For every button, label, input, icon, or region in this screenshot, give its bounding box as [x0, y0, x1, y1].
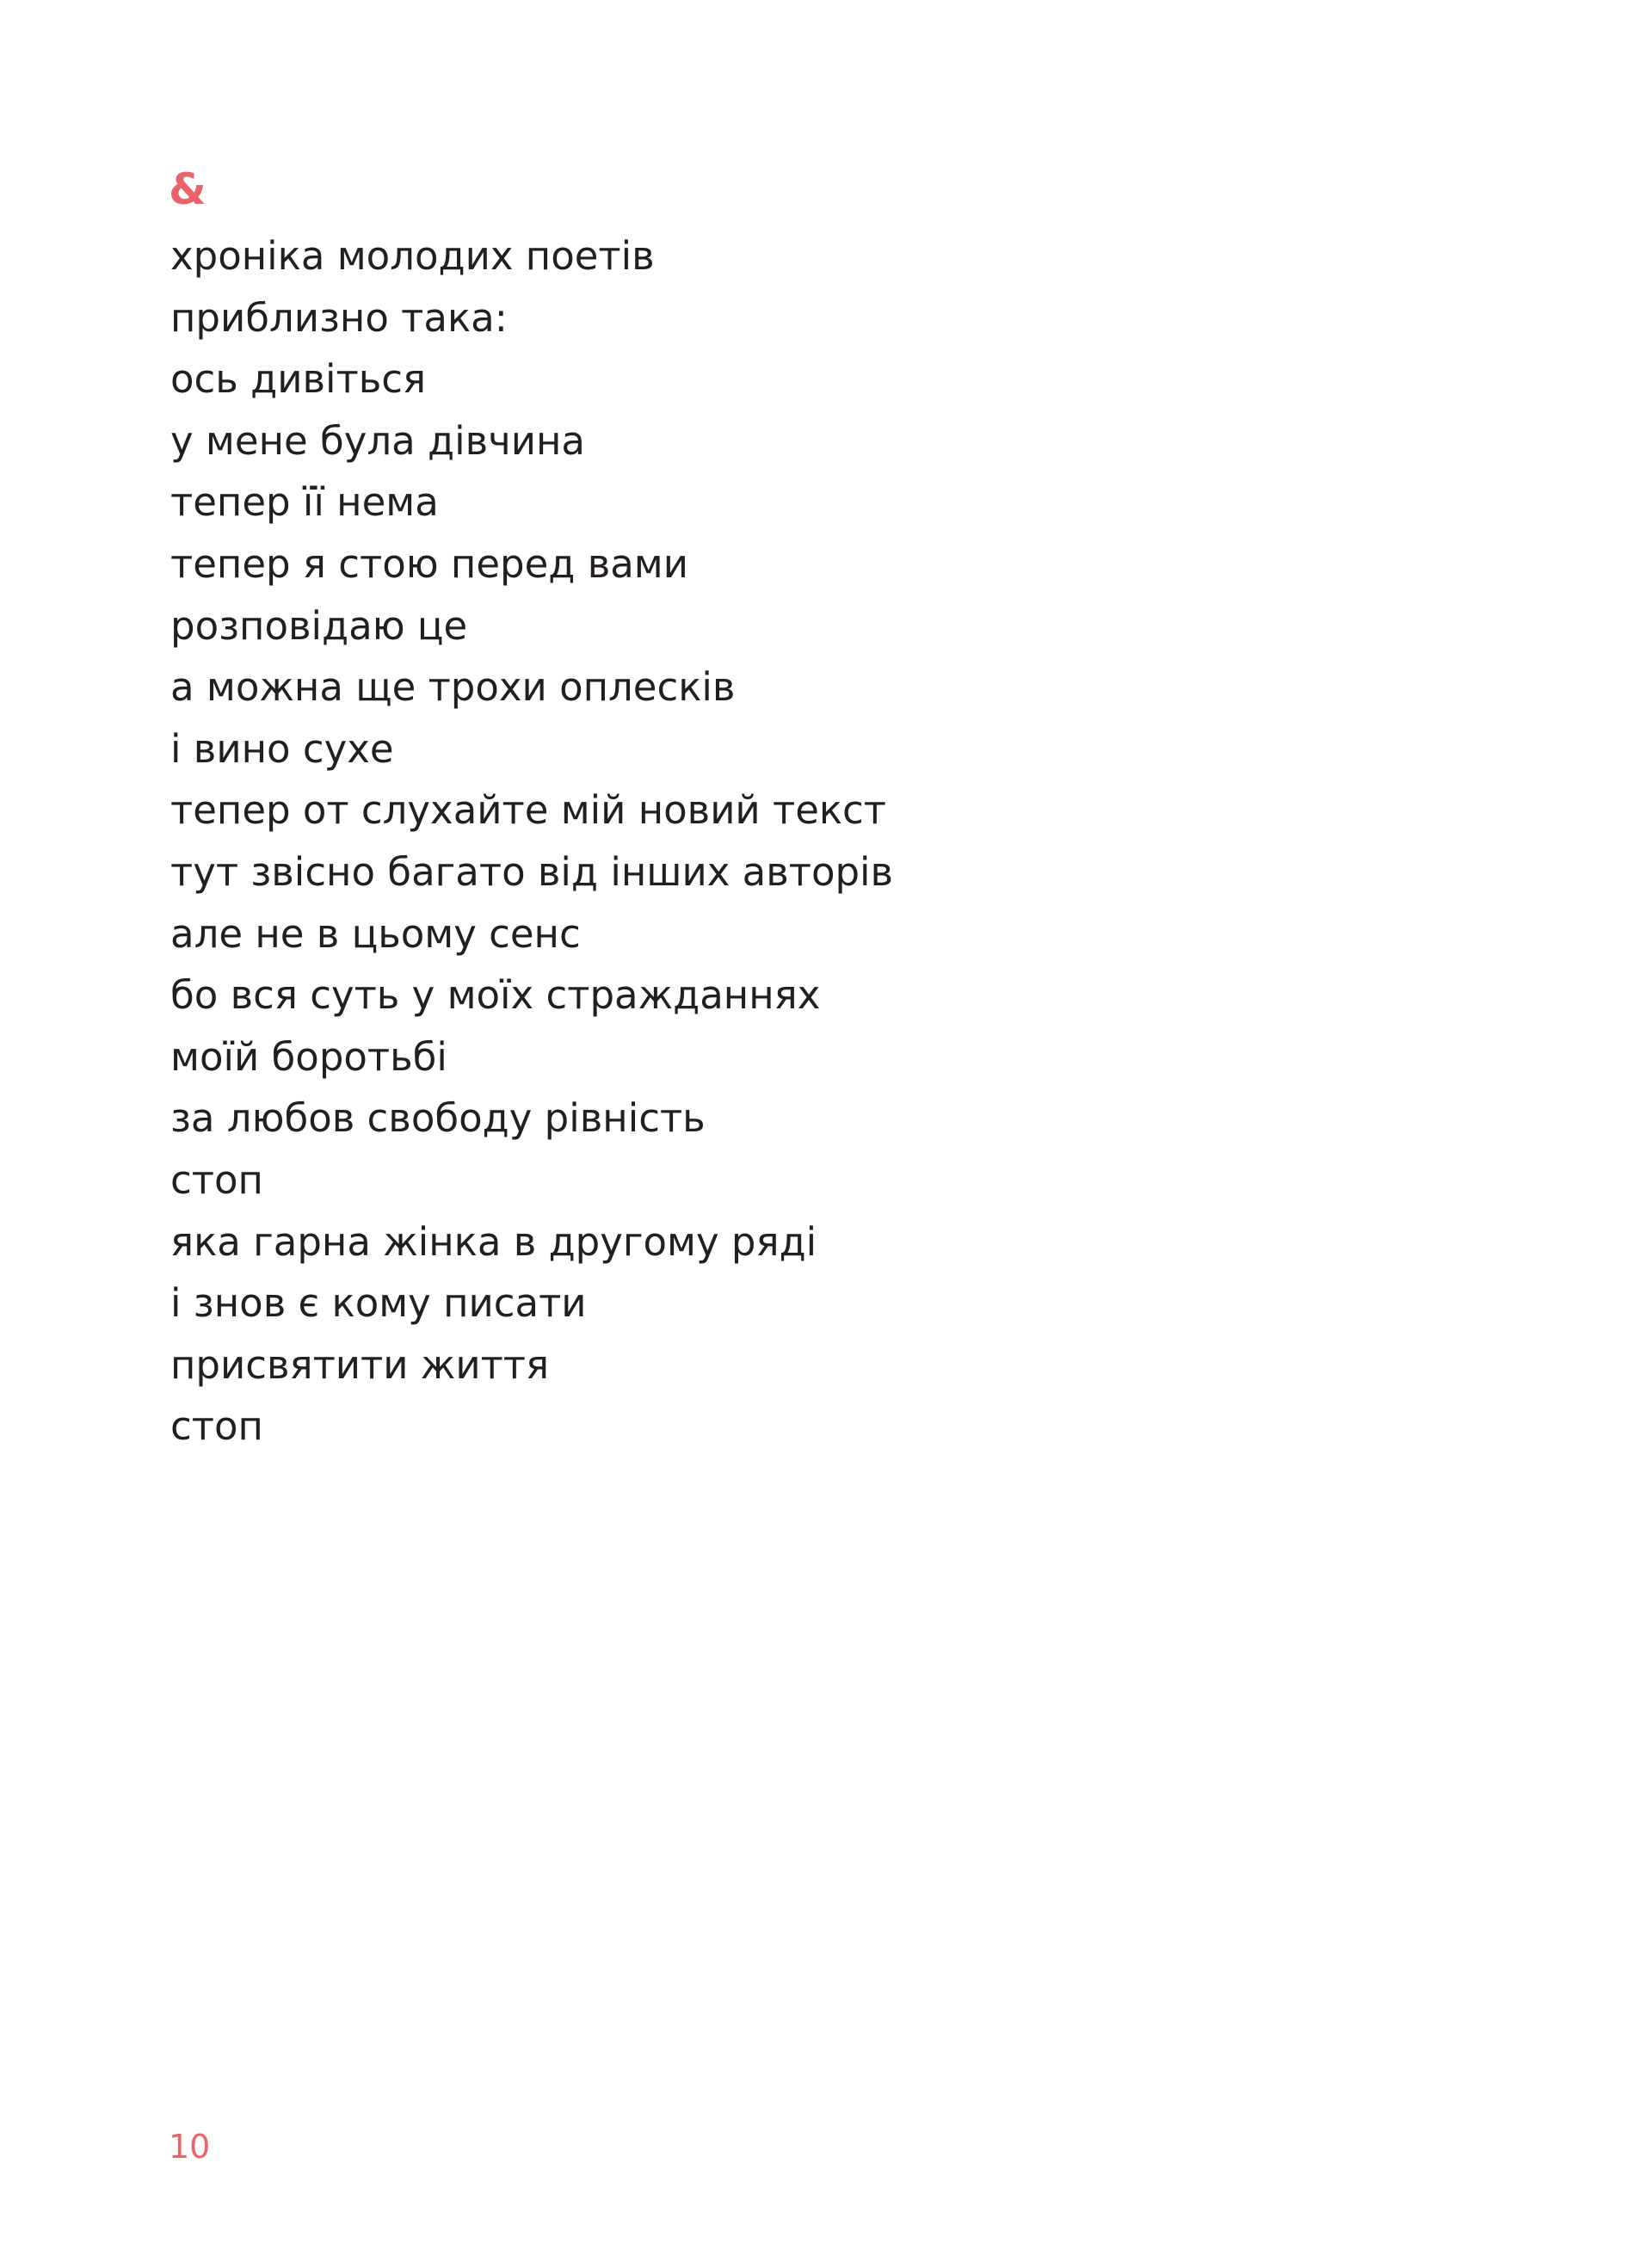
poem-body — [170, 225, 893, 1457]
poem-line: тут звісно багато від інших авторів — [170, 848, 894, 895]
page-number: 10 — [169, 2128, 211, 2166]
poem-line: моїй боротьбі — [170, 1033, 447, 1080]
poem-line: приблизно така: — [170, 294, 508, 341]
poem-line: хроніка молодих поетів — [170, 233, 655, 279]
poem-line: тепер от слухайте мій новий текст — [170, 787, 887, 834]
poem-line: тепер її нема — [170, 479, 439, 526]
poem-line: бо вся суть у моїх стражданнях — [170, 972, 821, 1019]
poem-line: стоп — [170, 1156, 263, 1203]
poem-line: і вино сухе — [170, 725, 394, 772]
poem-line: у мене була дівчина — [170, 417, 585, 464]
poem-line: розповідаю це — [170, 602, 468, 649]
poem-line: а можна ще трохи оплесків — [170, 664, 736, 711]
poem-line: присвятити життя — [170, 1341, 550, 1388]
poem-line: але не в цьому сенс — [170, 910, 581, 957]
poem-line: за любов свободу рівність — [170, 1095, 706, 1142]
poem-line: і знов є кому писати — [170, 1280, 587, 1327]
poem-line: стоп — [170, 1403, 263, 1450]
poem-line: ось дивіться — [170, 356, 427, 403]
poem-line: тепер я стою перед вами — [170, 540, 688, 587]
poem-line: яка гарна жінка в другому ряді — [170, 1218, 817, 1265]
ampersand-ornament: & — [169, 164, 206, 214]
